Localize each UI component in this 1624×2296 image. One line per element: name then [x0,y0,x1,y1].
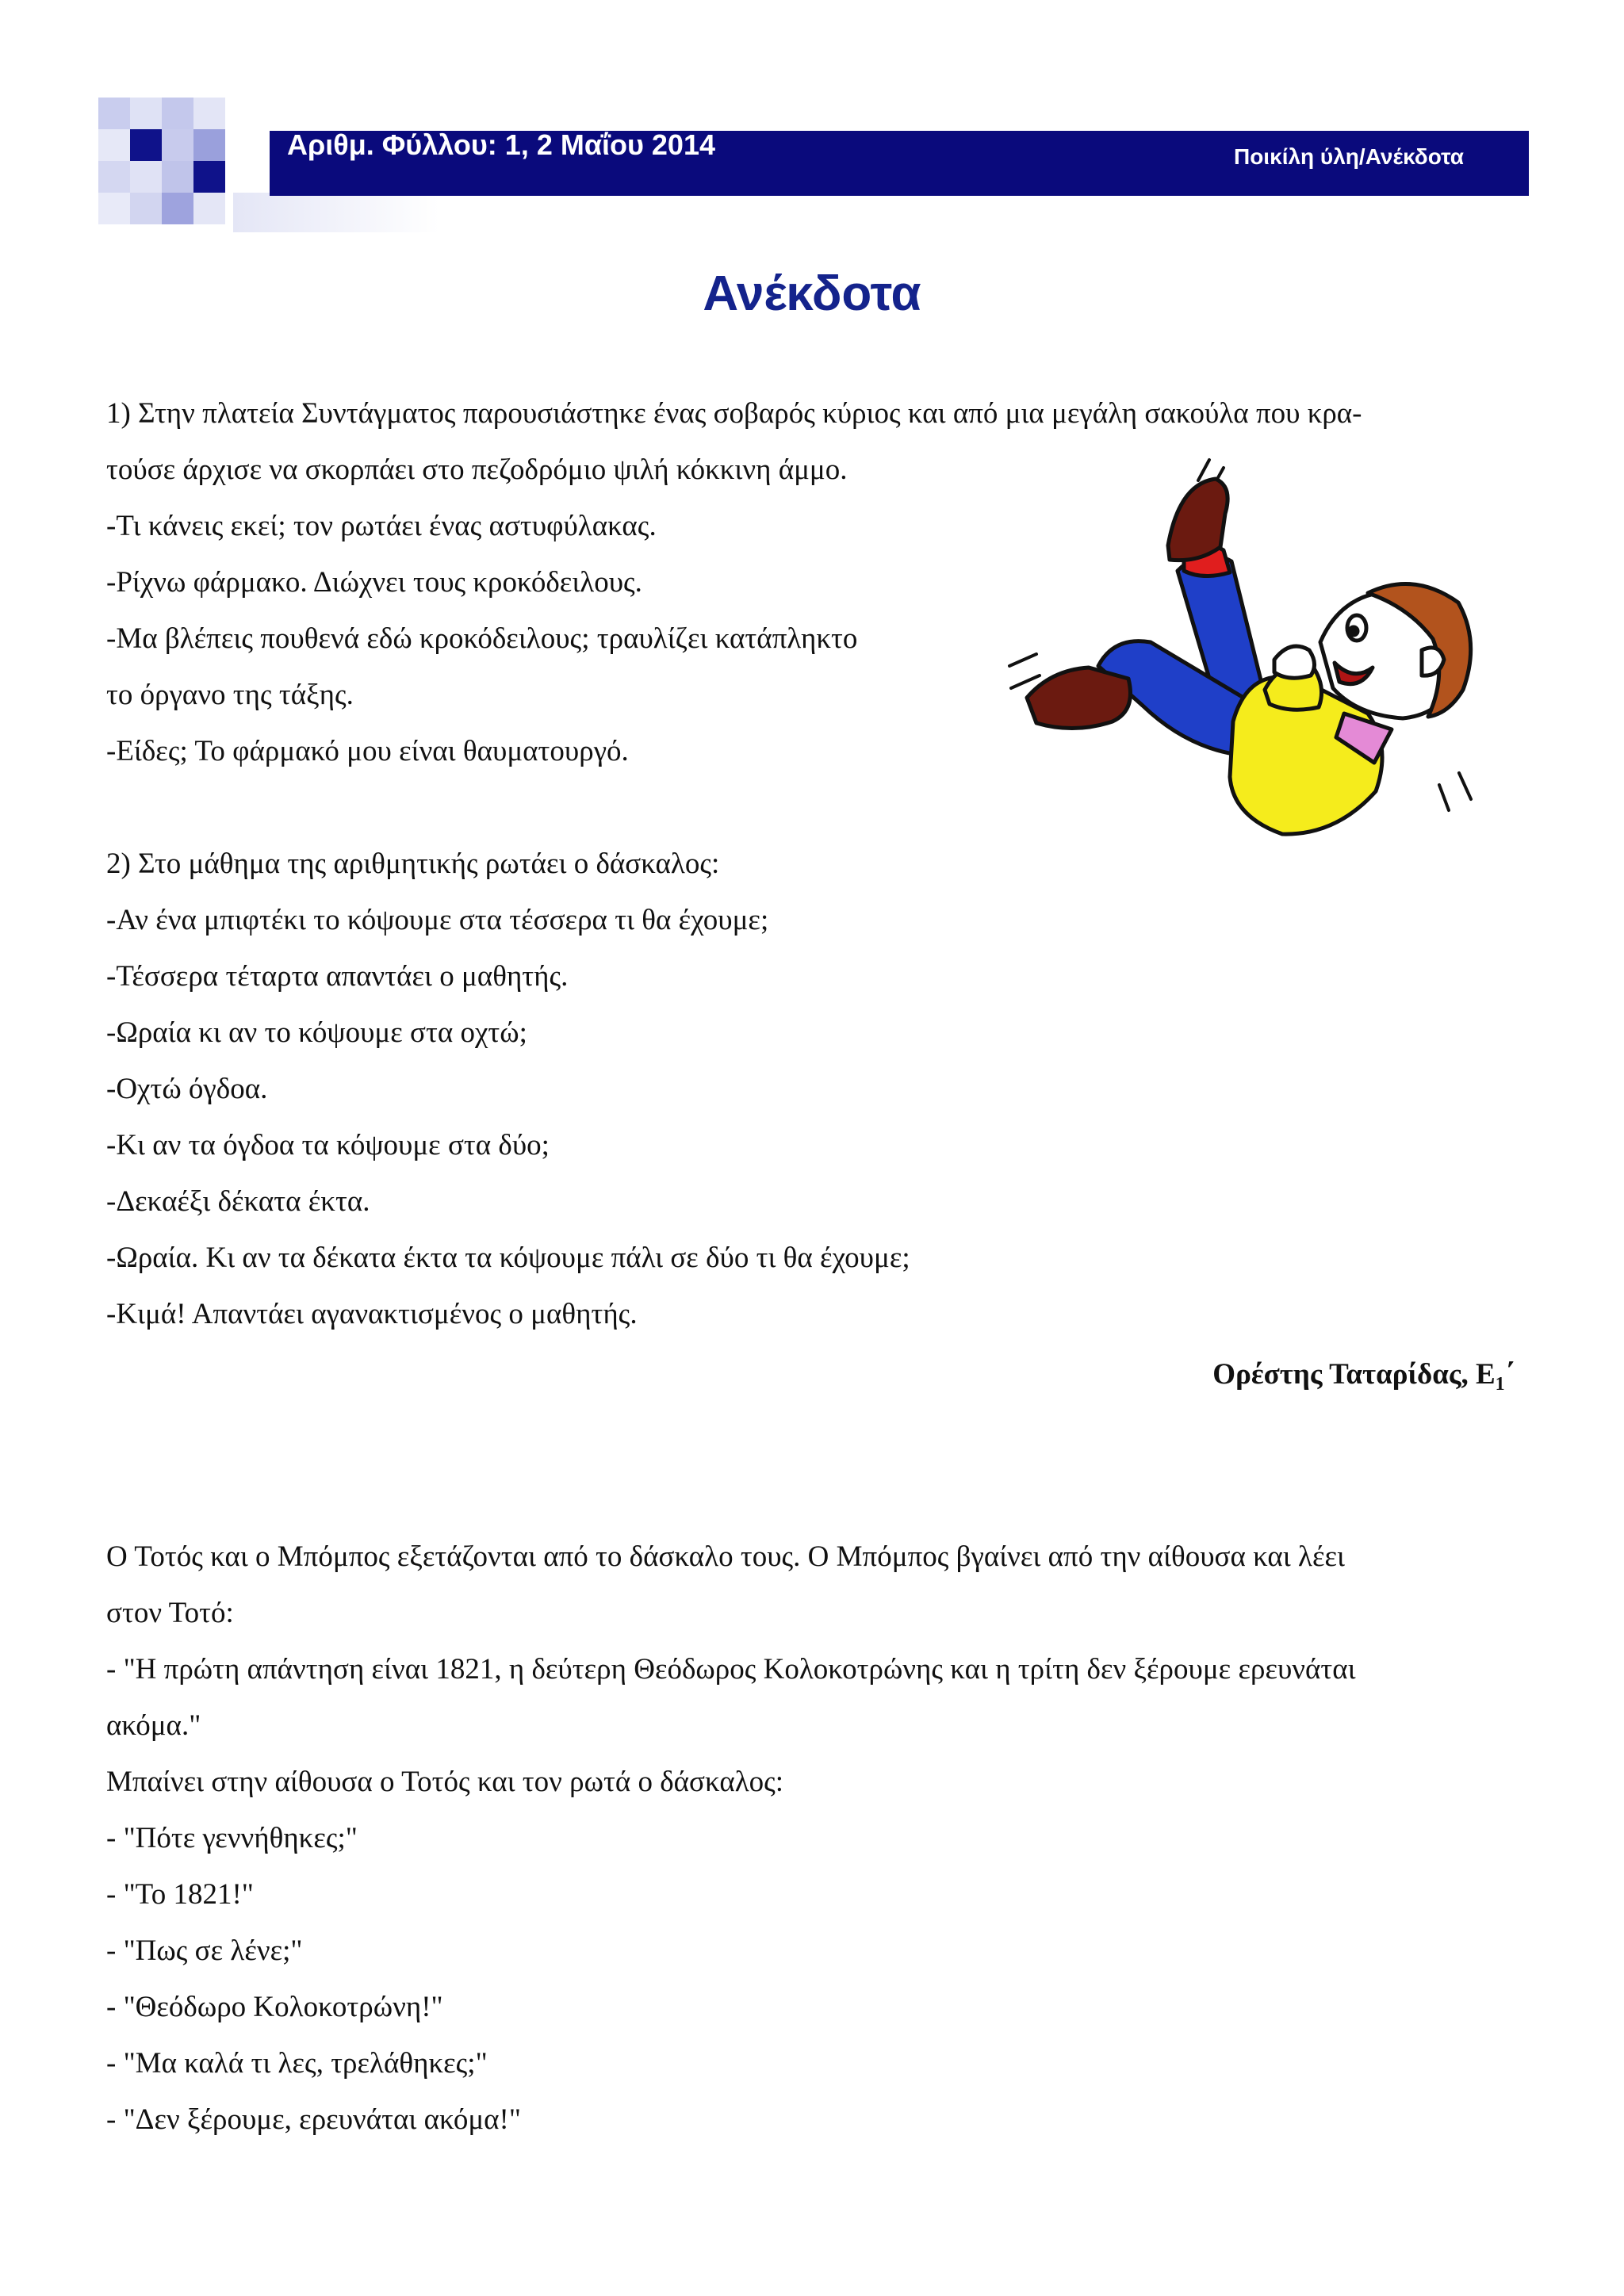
text-line: -Δεκαέξι δέκατα έκτα. [106,1185,370,1218]
header-squares-decoration [98,98,233,232]
text-line: Ο Τοτός και ο Μπόμπος εξετάζονται από το δάσκαλο τους. Ο Μπόμπος βγαίνει από την αίθουσα και λέει [106,1540,1345,1573]
text-line: -Ωραία. Κι αν τα δέκατα έκτα τα κόψουμε πάλι σε δύο τι θα έχουμε; [106,1242,910,1274]
text-line: -Αν ένα μπιφτέκι το κόψουμε στα τέσσερα τι θα έχουμε; [106,904,769,936]
text-line: - "Η πρώτη απάντηση είναι 1821, η δεύτερη Θεόδωρος Κολοκοτρώνης και η τρίτη δεν ξέρουμε ερευνάται [106,1653,1356,1686]
text-line: - "Δεν ξέρουμε, ερευνάται ακόμα!" [106,2103,521,2136]
author-signature [1212,1357,1515,1395]
text-line: Μπαίνει στην αίθουσα ο Τοτός και τον ρωτά ο δάσκαλος: [106,1766,784,1798]
text-line: -Οχτώ όγδοα. [106,1073,268,1105]
text-line: - "Πως σε λένε;" [106,1934,303,1967]
text-line: στον Τοτό: [106,1597,234,1629]
text-line: -Ρίχνω φάρμακο. Διώχνει τους κροκόδειλους. [106,566,642,599]
text-line: -Κιμά! Απαντάει αγανακτισμένος ο μαθητής. [106,1298,638,1330]
text-line: 2) Στο μάθημα της αριθμητικής ρωτάει ο δάσκαλος: [106,848,720,880]
text-line: -Κι αν τα όγδοα τα κόψουμε στα δύο; [106,1129,550,1161]
page-title: Ανέκδοτα [703,266,921,321]
text-line: - "Το 1821!" [106,1878,254,1911]
text-line: -Τέσσερα τέταρτα απαντάει ο μαθητής. [106,960,569,993]
text-line: - "Πότε γεννήθηκες;" [106,1822,358,1854]
author-subscript: 1 [1495,1374,1505,1395]
author-suffix: ΄ [1504,1358,1515,1391]
text-line: -Ωραία κι αν το κόψουμε στα οχτώ; [106,1016,527,1049]
text-line: το όργανο της τάξης. [106,679,354,711]
text-line: τούσε άρχισε να σκορπάει στο πεζοδρόμιο ψιλή κόκκινη άμμο. [106,453,848,486]
text-line: ακόμα." [106,1709,201,1742]
text-line: -Μα βλέπεις πουθενά εδώ κροκόδειλους; τραυλίζει κατάπληκτο [106,622,858,655]
section-label: Ποικίλη ύλη/Ανέκδοτα [1233,144,1464,169]
issue-label: Αριθμ. Φύλλου: 1, 2 Μαΐου 2014 [287,128,715,161]
falling-man-cartoon [995,452,1503,864]
text-line: -Τι κάνεις εκεί; τον ρωτάει ένας αστυφύλακας. [106,510,657,542]
page-header [0,0,1624,238]
text-line: - "Θεόδωρο Κολοκοτρώνη!" [106,1991,443,2023]
author-name: Ορέστης Ταταρίδας, Ε [1212,1358,1496,1391]
text-line: -Είδες; Το φάρμακό μου είναι θαυματουργό. [106,735,629,767]
text-line: - "Μα καλά τι λες, τρελάθηκες;" [106,2047,488,2080]
text-line: 1) Στην πλατεία Συντάγματος παρουσιάστηκε ένας σοβαρός κύριος και από μια μεγάλη σακούλα που κρα- [106,397,1362,430]
